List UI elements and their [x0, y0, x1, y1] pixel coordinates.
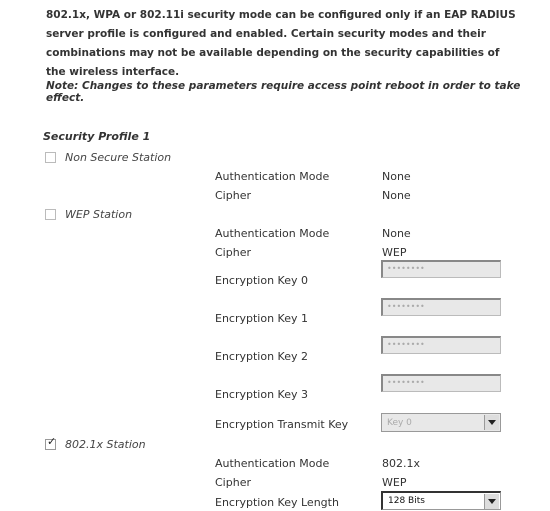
dot1x-auth-mode-value: 802.1x — [382, 457, 421, 470]
dot1x-station-label: 802.1x Station — [65, 437, 146, 451]
wep-cipher-value: WEP — [382, 246, 407, 259]
chevron-down-icon[interactable] — [484, 494, 499, 509]
encryption-key-2-label: Encryption Key 2 — [215, 350, 308, 363]
security-profile-title: Security Profile 1 — [43, 130, 151, 143]
encryption-key-3-label: Encryption Key 3 — [215, 388, 308, 401]
dot1x-station-row[interactable] — [45, 436, 146, 452]
encryption-key-1-label: Encryption Key 1 — [215, 312, 308, 325]
encryption-transmit-key-label: Encryption Transmit Key — [215, 418, 349, 431]
intro-text: 802.1x, WPA or 802.11i security mode can be configured only if an EAP RADIUS server profile is configured and enabled. Certain security modes and their combinations may not be available depending on the security capabilities of the wireless interface. — [46, 9, 516, 78]
dot1x-station-checkbox[interactable] — [45, 434, 57, 450]
non-secure-station-checkbox[interactable] — [45, 152, 56, 163]
non-secure-station-row[interactable] — [45, 149, 171, 165]
dot1x-cipher-label: Cipher — [215, 476, 251, 489]
encryption-key-2-input[interactable]: •••••••• — [381, 336, 501, 354]
wep-cipher-label: Cipher — [215, 246, 251, 259]
encryption-key-0-input[interactable]: •••••••• — [381, 260, 501, 278]
encryption-key-0-label: Encryption Key 0 — [215, 274, 308, 287]
non-secure-cipher-value: None — [382, 189, 411, 202]
wep-station-checkbox[interactable] — [45, 209, 56, 220]
wep-station-row[interactable] — [45, 206, 132, 222]
encryption-key-length-label: Encryption Key Length — [215, 496, 339, 509]
wep-auth-mode-label: Authentication Mode — [215, 227, 330, 240]
dot1x-cipher-value: WEP — [382, 476, 407, 489]
dot1x-auth-mode-label: Authentication Mode — [215, 457, 330, 470]
non-secure-auth-mode-label: Authentication Mode — [215, 170, 330, 183]
wep-station-label: WEP Station — [65, 207, 133, 221]
wep-auth-mode-value: None — [382, 227, 411, 240]
reboot-note: Note: Changes to these parameters require access point reboot in order to take effect. — [46, 80, 521, 104]
encryption-key-length-value: 128 Bits — [388, 496, 425, 506]
non-secure-station-label: Non Secure Station — [65, 150, 172, 164]
non-secure-cipher-label: Cipher — [215, 189, 251, 202]
encryption-transmit-key-select[interactable] — [381, 413, 501, 432]
encryption-transmit-key-value: Key 0 — [387, 417, 412, 428]
checkmark-icon: ✓ — [47, 434, 57, 448]
non-secure-auth-mode-value: None — [382, 170, 411, 183]
encryption-key-3-input[interactable]: •••••••• — [381, 374, 501, 392]
chevron-down-icon[interactable] — [484, 415, 499, 430]
encryption-key-1-input[interactable]: •••••••• — [381, 298, 501, 316]
encryption-key-length-select[interactable] — [381, 491, 501, 510]
